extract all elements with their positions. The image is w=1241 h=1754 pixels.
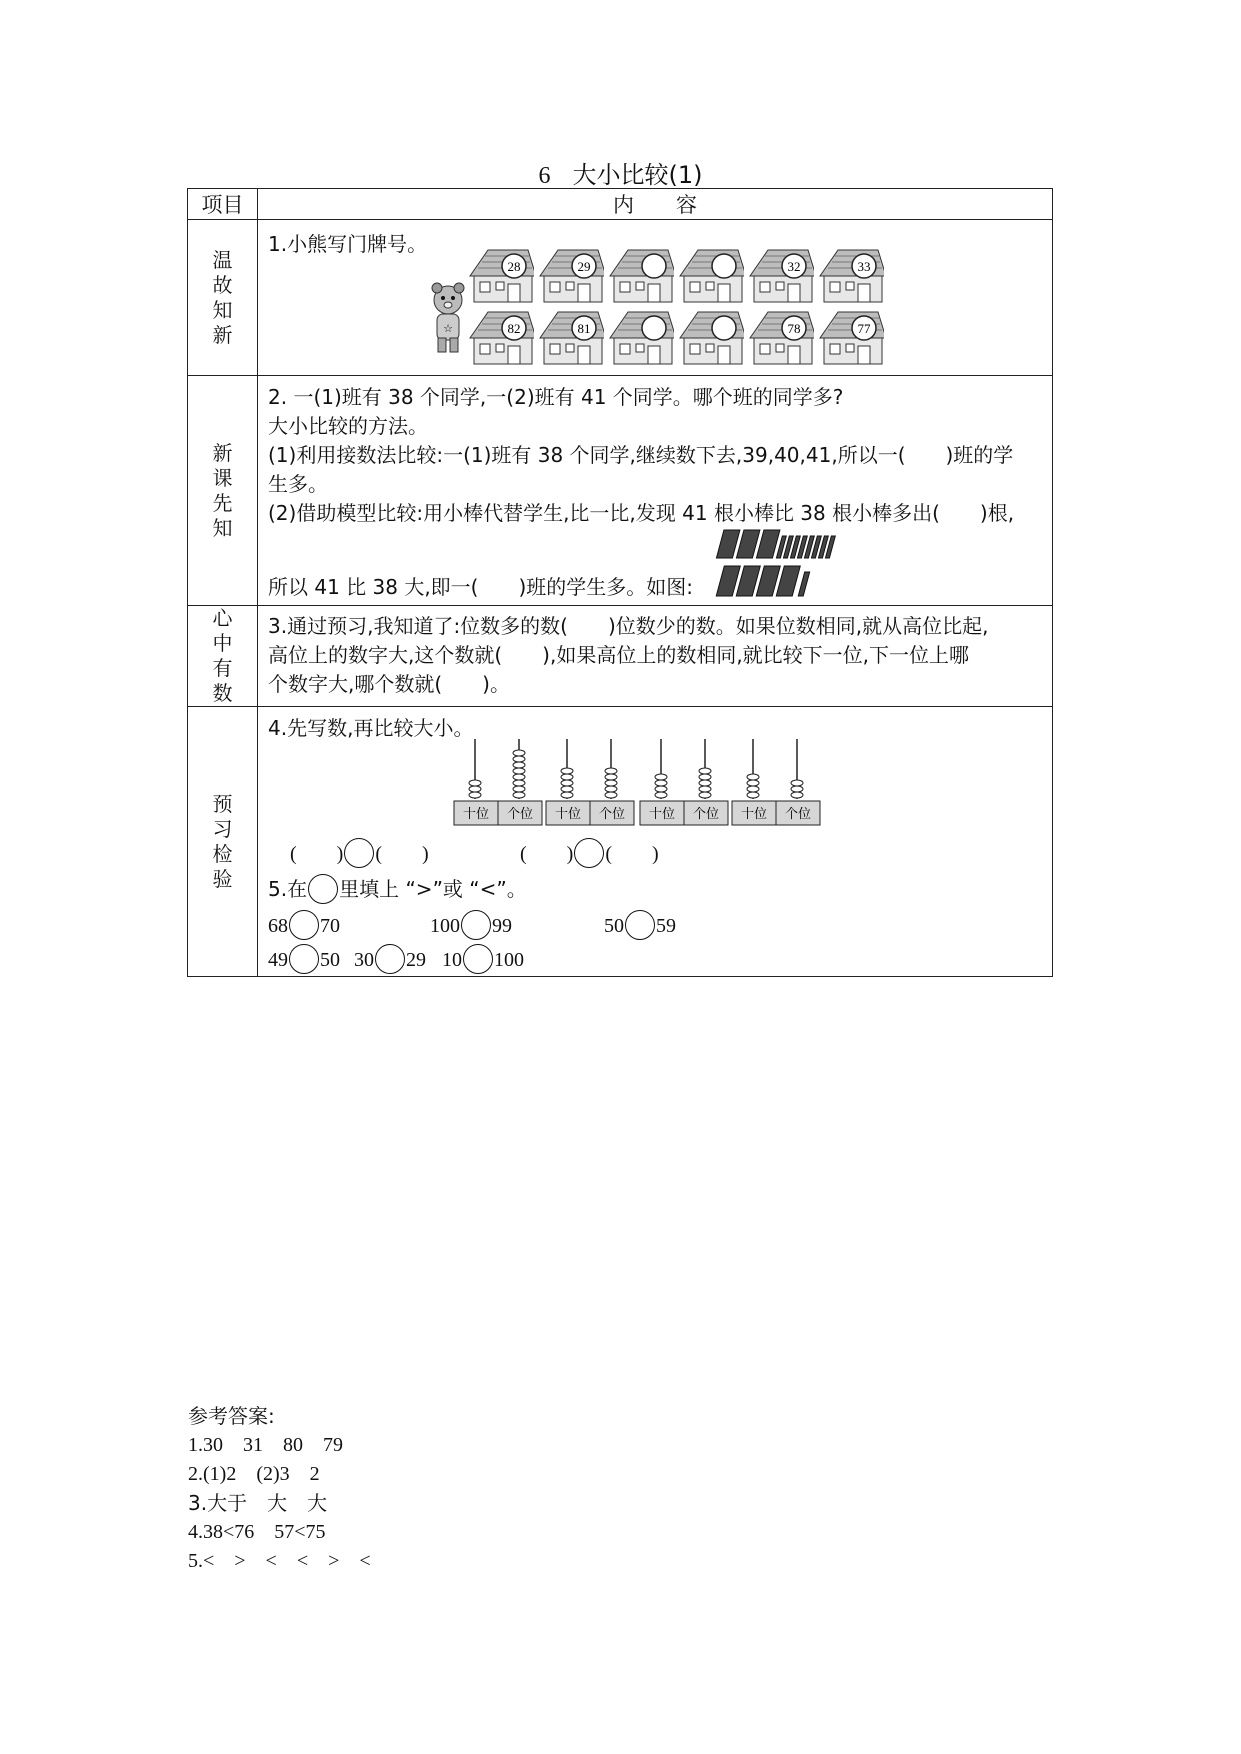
worksheet-table	[187, 188, 1053, 977]
door-number-circle[interactable]	[642, 316, 666, 340]
abacus-bead	[747, 786, 759, 792]
place-value-label: 个位	[784, 807, 812, 822]
q5-item-4: 49 50	[268, 944, 340, 974]
question-3-line2: 高位上的数字大,这个数就( ),如果高位上的数相同,就比较下一位,下一位上哪	[268, 643, 970, 667]
house-icon	[816, 246, 884, 306]
abacus-bead	[747, 792, 759, 798]
abacus-bead	[791, 786, 803, 792]
abacus-bead	[655, 774, 667, 780]
compare-circle[interactable]	[289, 910, 319, 940]
abacus-bead	[605, 780, 617, 786]
abacus-bead	[605, 774, 617, 780]
abacus-bead	[699, 792, 711, 798]
abacus-bead	[513, 774, 525, 780]
q5-item-3: 50 59	[604, 910, 676, 940]
row-label-check: 预 习 检 验	[188, 707, 258, 977]
answer-3: 3.大于 大 大	[188, 1491, 328, 1515]
page-title	[0, 155, 1241, 190]
place-value-label: 十位	[462, 807, 490, 822]
house-icon	[466, 246, 534, 306]
abacus-bead	[655, 792, 667, 798]
abacus-bead	[469, 792, 481, 798]
question-3-line3: 个数字大,哪个数就( )。	[268, 672, 510, 696]
abacus	[544, 737, 636, 829]
header-item: 项目	[188, 189, 258, 220]
house-icon	[466, 308, 534, 368]
check-cell	[258, 707, 1053, 977]
house-icon	[676, 246, 744, 306]
answer-1: 1.30 31 80 79	[188, 1434, 343, 1456]
abacus-bead	[513, 756, 525, 762]
sample-circle	[308, 874, 338, 904]
lesson-title: 大小比较(1)	[572, 161, 703, 189]
house-icon	[536, 246, 604, 306]
abacus-bead	[605, 786, 617, 792]
abacus-bead	[513, 750, 525, 756]
row-label-mind: 心 中 有 数	[188, 606, 258, 707]
question-3-line1: 3.通过预习,我知道了:位数多的数( )位数少的数。如果位数相同,就从高位比起,	[268, 614, 989, 638]
compare-circle[interactable]	[344, 838, 374, 868]
bear-icon	[428, 278, 468, 358]
door-number-circle[interactable]	[712, 316, 736, 340]
compare-circle[interactable]	[461, 910, 491, 940]
abacus-bead	[469, 786, 481, 792]
q5-item-5: 30 29	[354, 944, 426, 974]
abacus-bead	[699, 774, 711, 780]
door-number-circle[interactable]	[642, 254, 666, 278]
place-value-label: 个位	[506, 807, 534, 822]
door-number: 29	[577, 259, 591, 274]
house-icon	[536, 308, 604, 368]
preview-cell	[258, 376, 1053, 606]
lesson-number: 6	[538, 163, 551, 189]
row-label-review: 温 故 知 新	[188, 220, 258, 376]
abacus-bead	[699, 780, 711, 786]
door-number-circle[interactable]	[712, 254, 736, 278]
abacus-bead	[699, 786, 711, 792]
question-2: 2. 一(1)班有 38 个同学,一(2)班有 41 个同学。哪个班的同学多?	[268, 385, 844, 409]
q5-item-2: 100 99	[430, 910, 512, 940]
abacus-bead	[513, 762, 525, 768]
header-content: 内 容	[258, 189, 1053, 220]
answer-4: 4.38<76 57<75	[188, 1521, 326, 1543]
sticks-bundle-image	[705, 526, 845, 602]
abacus	[638, 737, 730, 829]
answer-key	[188, 1402, 371, 1576]
question-4: 4.先写数,再比较大小。	[268, 716, 474, 740]
svg-text:☆: ☆	[443, 322, 453, 335]
abacus-bead	[655, 780, 667, 786]
abacus-bead	[513, 792, 525, 798]
compare-circle[interactable]	[625, 910, 655, 940]
abacus-bead	[561, 768, 573, 774]
row-label-preview: 新 课 先 知	[188, 376, 258, 606]
compare-circle[interactable]	[574, 838, 604, 868]
abacus-bead	[513, 768, 525, 774]
abacus-bead	[561, 780, 573, 786]
abacus-bead	[469, 780, 481, 786]
question-5: 5.在 里填上 “>”或 “<”。	[268, 873, 527, 904]
door-number: 78	[787, 321, 801, 336]
house-icon	[746, 246, 814, 306]
q5-item-1: 68 70	[268, 910, 340, 940]
door-number: 82	[507, 321, 521, 336]
abacus-bead	[561, 786, 573, 792]
house-icon	[606, 308, 674, 368]
place-value-label: 个位	[692, 807, 720, 822]
q4-compare-left: ( ) ( )	[290, 837, 429, 868]
answer-heading: 参考答案:	[188, 1404, 275, 1428]
abacus	[452, 737, 544, 829]
method-heading: 大小比较的方法。	[268, 414, 428, 438]
house-icon	[606, 246, 674, 306]
house-icon	[676, 308, 744, 368]
abacus-bead	[605, 768, 617, 774]
answer-2: 2.(1)2 (2)3 2	[188, 1463, 320, 1485]
method-2-line1: (2)借助模型比较:用小棒代替学生,比一比,发现 41 根小棒比 38 根小棒多出( )根,	[268, 501, 1015, 525]
place-value-label: 十位	[740, 807, 768, 822]
compare-circle[interactable]	[463, 944, 493, 974]
abacus-bead	[513, 780, 525, 786]
door-number: 81	[577, 321, 591, 336]
abacus-bead	[561, 774, 573, 780]
place-value-label: 十位	[648, 807, 676, 822]
place-value-label: 个位	[598, 807, 626, 822]
abacus	[730, 737, 822, 829]
abacus-bead	[747, 780, 759, 786]
place-value-label: 十位	[554, 807, 582, 822]
q4-compare-right: ( ) ( )	[520, 837, 659, 868]
house-icon	[816, 308, 884, 368]
abacus-bead	[791, 780, 803, 786]
review-cell	[258, 220, 1053, 376]
door-number: 32	[787, 259, 801, 274]
compare-circle[interactable]	[289, 944, 319, 974]
method-1-line2: 生多。	[268, 472, 328, 496]
abacus-bead	[561, 792, 573, 798]
method-1-line1: (1)利用接数法比较:一(1)班有 38 个同学,继续数下去,39,40,41,所以一( )班的学	[268, 443, 1014, 467]
door-number: 33	[857, 259, 871, 274]
q5-item-6: 10 100	[442, 944, 524, 974]
abacus-bead	[747, 774, 759, 780]
abacus-bead	[655, 786, 667, 792]
compare-circle[interactable]	[375, 944, 405, 974]
method-2-line2: 所以 41 比 38 大,即一( )班的学生多。如图:	[268, 575, 694, 599]
door-number: 28	[507, 259, 521, 274]
house-icon	[746, 308, 814, 368]
abacus-bead	[513, 786, 525, 792]
answer-5: 5.< > < < > <	[188, 1550, 371, 1572]
mind-cell	[258, 606, 1053, 707]
door-number: 77	[857, 321, 871, 336]
abacus-bead	[791, 792, 803, 798]
question-1: 1.小熊写门牌号。	[268, 232, 428, 256]
abacus-bead	[699, 768, 711, 774]
abacus-bead	[605, 792, 617, 798]
